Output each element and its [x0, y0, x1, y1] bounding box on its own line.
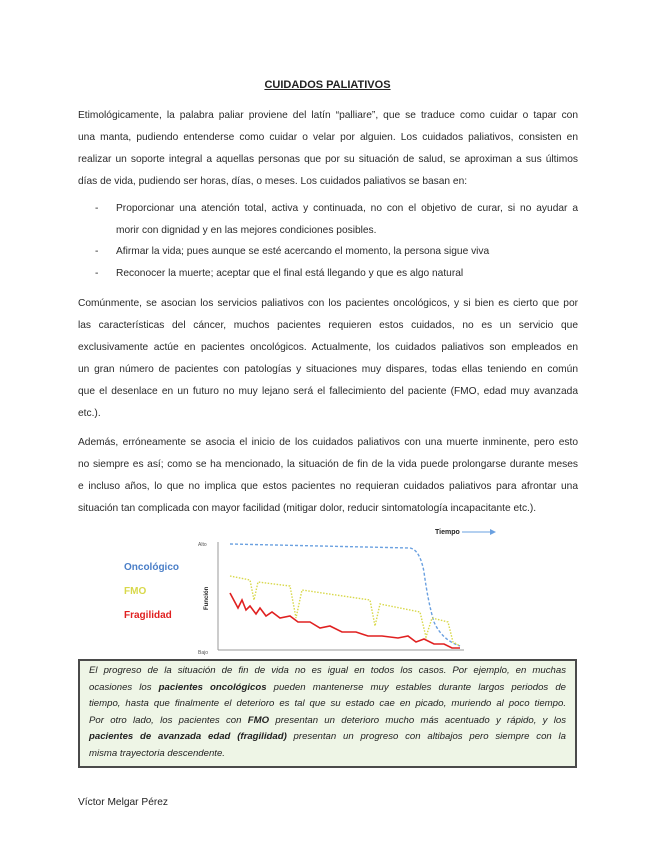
p1-line: Etimológicamente, la palabra paliar proviene del latín “palliare”, que se traduce como cuidar o tapar con: [78, 110, 578, 121]
p2-line: etc.).: [78, 408, 101, 419]
bullet-item-text: Reconocer la muerte; aceptar que el final está llegando y que es algo natural: [116, 268, 464, 279]
note-line: [89, 682, 566, 693]
legend-fragilidad: Fragilidad: [124, 610, 172, 621]
p2-line: las características del cáncer, muchos pacientes requieren estos cuidados, no es un servicio que: [78, 320, 578, 331]
p2-line: un gran número de pacientes con patologías y situaciones muy dispares, todas ellas teniendo en común: [78, 364, 578, 375]
p1-line: una manta, pudiendo entenderse como cuidar o velar por alguien. Los cuidados paliativos, consisten en: [78, 132, 578, 143]
bullet-marker: -: [95, 203, 99, 214]
author-name: Víctor Melgar Pérez: [78, 797, 169, 808]
series-oncologico-line: [230, 544, 460, 646]
y-bottom-label: Bajo: [198, 650, 209, 656]
bullet-item-text: morir con dignidad y en las mejores condiciones posibles.: [116, 225, 377, 236]
trajectory-chart: [120, 522, 520, 658]
note-text: presentan un deterioro mucho más acentuado y rápido, y los: [269, 714, 566, 726]
series-fmo-line: [230, 576, 460, 646]
p2-line: exclusivamente actúe en pacientes oncológicos. Actualmente, los cuidados paliativos son empleados en: [78, 342, 578, 353]
p1-line: días de vida, pudiendo ser horas, días, o meses. Los cuidados paliativos se basan en:: [78, 176, 468, 187]
bullet-item-text: Proporcionar una atención total, activa y continuada, no con el objetivo de curar, si no ayudar a: [116, 203, 578, 214]
bullet-marker: -: [95, 246, 99, 257]
note-line: [89, 731, 566, 742]
note-emphasis: pacientes de avanzada edad (fragilidad): [89, 731, 287, 742]
note-box: [78, 659, 577, 768]
note-line: tiempo, hasta que finalmente el deterioro es tal que su estado cae en picado, muriendo al poco tiempo.: [89, 698, 566, 709]
time-arrow-head: [490, 529, 496, 535]
p3-line: Además, erróneamente se asocia el inicio de los cuidados paliativos con una muerte inminente, pero esto: [78, 437, 578, 448]
p3-line: e incluso años, lo que no implica que estos pacientes no requieran cuidados paliativos para afrontar una: [78, 481, 578, 492]
note-line: El progreso de la situación de fin de vida no es igual en todos los casos. Por ejemplo, en muchas: [89, 665, 566, 676]
legend-oncologico: Oncológico: [124, 562, 179, 573]
note-text: Por otro lado, los pacientes con: [89, 714, 248, 726]
p1-line: realizar un soporte integral a aquellas personas que por su situación de salud, se aproximan a sus últimos: [78, 154, 578, 165]
time-label: Tiempo: [435, 529, 460, 536]
p3-line: no siempre es así; como se ha mencionado, la situación de fin de la vida puede prolongarse durante meses: [78, 459, 578, 470]
note-emphasis: pacientes oncológicos: [158, 681, 267, 693]
y-top-label: Alto: [198, 542, 207, 548]
p2-line: Comúnmente, se asocian los servicios paliativos con los pacientes oncológicos, y si bien es cierto que por: [78, 298, 578, 309]
note-text: presentan un progreso con altibajos pero siempre con la: [286, 731, 566, 742]
note-text: pueden mantenerse muy estables durante largos periodos de: [266, 681, 566, 693]
p2-line: que el desenlace en un futuro no muy lejano será el fallecimiento del paciente (FMO, edad muy avanzada: [78, 386, 578, 397]
note-line: misma trayectoria descendente.: [89, 747, 225, 759]
y-axis-label: Función: [204, 586, 210, 610]
legend-fmo: FMO: [124, 586, 147, 597]
document-title: CUIDADOS PALIATIVOS: [264, 79, 391, 91]
note-emphasis: FMO: [247, 714, 270, 726]
bullet-marker: -: [95, 268, 99, 279]
note-text: ocasiones los: [89, 681, 159, 693]
bullet-item-text: Afirmar la vida; pues aunque se esté acercando el momento, la persona sigue viva: [116, 246, 490, 257]
note-line: [89, 715, 566, 726]
series-fragilidad-line: [230, 593, 460, 648]
p3-line: situación tan complicada con mayor facilidad (mitigar dolor, reducir sintomatología incapacitante etc.).: [78, 503, 537, 514]
